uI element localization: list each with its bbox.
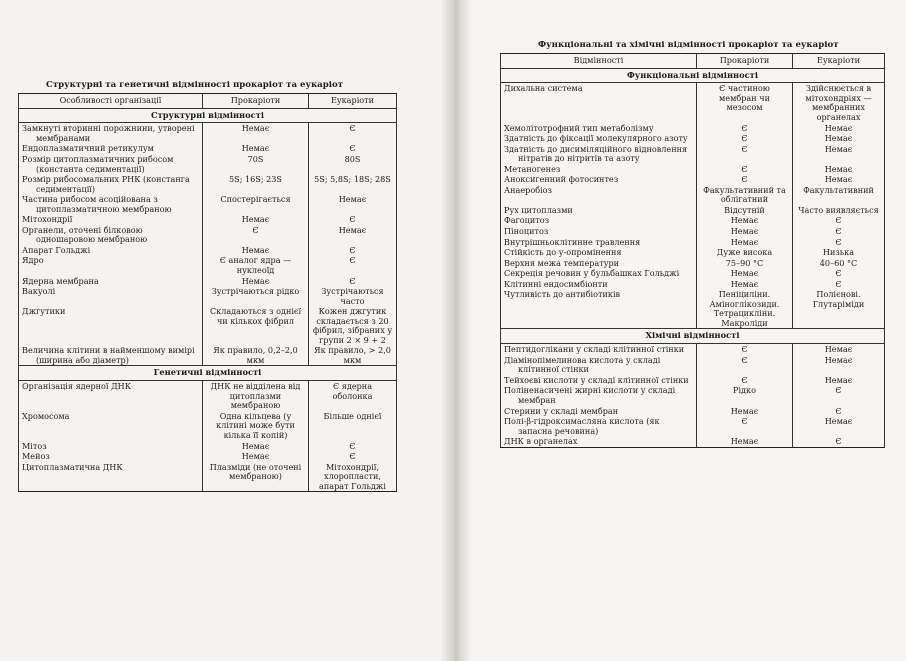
eukaryote-cell: Є (309, 143, 397, 154)
feature-cell (19, 123, 203, 144)
feature-cell (19, 255, 203, 275)
book-gutter (440, 0, 472, 661)
table-row (501, 237, 885, 248)
feature-cell (19, 345, 203, 366)
feature-cell (501, 164, 697, 175)
prokaryote-cell: Немає (203, 441, 309, 452)
eukaryote-cell: Є (309, 214, 397, 225)
table-row (19, 194, 397, 214)
feature-text: Мітоз (22, 440, 47, 451)
section-title: Хімічні відмінності (501, 329, 885, 344)
prokaryote-cell: Зустрічаються рідко (203, 286, 309, 306)
feature-text: Здатність до фіксації молекулярного азоту (504, 133, 688, 144)
col-header-eukaryotes: Еукаріоти (793, 54, 885, 69)
table-row (501, 174, 885, 185)
table-row (501, 289, 885, 329)
eukaryote-cell: Немає (793, 174, 885, 185)
feature-text: ДНК в органелах (504, 436, 578, 447)
section-header (501, 329, 885, 344)
feature-cell (19, 441, 203, 452)
prokaryote-cell: Складаються з однієї чи кількох фібрил (203, 306, 309, 345)
prokaryote-cell: Немає (697, 279, 793, 290)
feature-cell (501, 237, 697, 248)
eukaryote-cell: Є (793, 406, 885, 417)
feature-text: Дихальна система (504, 83, 583, 94)
feature-cell (501, 355, 697, 375)
prokaryote-cell: Немає (203, 451, 309, 462)
prokaryote-cell: Є (697, 174, 793, 185)
prokaryote-cell: Немає (203, 123, 309, 144)
feature-cell (19, 214, 203, 225)
right-comparison-table (500, 53, 885, 448)
prokaryote-cell: Немає (697, 237, 793, 248)
eukaryote-cell: Немає (793, 375, 885, 386)
right-table-caption: Функціональні та хімічні відмінності прокаріот та еукаріот (538, 40, 839, 50)
prokaryote-cell: Немає (697, 226, 793, 237)
section-header (501, 68, 885, 83)
eukaryote-cell: Є (793, 226, 885, 237)
table-row (19, 143, 397, 154)
table-row (501, 416, 885, 436)
feature-text: Стійкість до у-опромінення (504, 247, 622, 258)
table-row (501, 247, 885, 258)
prokaryote-cell: Немає (697, 406, 793, 417)
table-row (501, 268, 885, 279)
feature-text: Метаногенез (504, 163, 561, 174)
feature-text: Полі-β-гідроксимасляна кислота (як запасна речовина) (504, 416, 660, 436)
eukaryote-cell: Є (793, 385, 885, 405)
table-row (501, 164, 885, 175)
feature-cell (19, 286, 203, 306)
prokaryote-cell: Спостерігається (203, 194, 309, 214)
eukaryote-cell: Немає (793, 344, 885, 355)
prokaryote-cell: Немає (697, 268, 793, 279)
feature-cell (501, 133, 697, 144)
table-row (501, 144, 885, 164)
eukaryote-cell: Є ядерна оболонка (309, 381, 397, 411)
eukaryote-cell: Є (309, 255, 397, 275)
feature-text: Організація ядерної ДНК (22, 381, 131, 392)
table-row (19, 411, 397, 441)
feature-cell (501, 185, 697, 205)
feature-text: Рух цитоплазми (504, 204, 573, 215)
feature-cell (501, 247, 697, 258)
prokaryote-cell: Відсутній (697, 205, 793, 216)
eukaryote-cell: Є (309, 451, 397, 462)
feature-text: Внутрішньоклітинне травлення (504, 236, 641, 247)
feature-cell (501, 258, 697, 269)
feature-cell (501, 83, 697, 123)
eukaryote-cell: Є (309, 276, 397, 287)
eukaryote-cell: Мітохондрії, хлоропласти, апарат Гольджі (309, 462, 397, 492)
feature-text: Ядро (22, 255, 44, 266)
table-row (501, 344, 885, 355)
feature-text: Органели, оточені білковою одношаровою мембраною (22, 224, 148, 245)
feature-text: Ендоплазматичний ретикулум (22, 143, 154, 154)
prokaryote-cell: Є (697, 133, 793, 144)
eukaryote-cell: Є (309, 123, 397, 144)
feature-cell (19, 276, 203, 287)
feature-text: Чутливість до антибіотиків (504, 289, 621, 300)
feature-cell (501, 289, 697, 329)
prokaryote-cell: Дуже висока (697, 247, 793, 258)
table-row (19, 345, 397, 366)
prokaryote-cell: Є (697, 144, 793, 164)
feature-text: Анаеробіоз (504, 184, 552, 195)
eukaryote-cell: 80S (309, 154, 397, 174)
eukaryote-cell: Є (793, 268, 885, 279)
eukaryote-cell: Кожен джгутик складається з 20 фібрил, зібраних у групи 2 × 9 + 2 (309, 306, 397, 345)
feature-cell (501, 205, 697, 216)
feature-text: Стерини у складі мембран (504, 405, 619, 416)
eukaryote-cell: Часто виявляється (793, 205, 885, 216)
eukaryote-cell: Зустрічаються часто (309, 286, 397, 306)
eukaryote-cell: Є (793, 279, 885, 290)
feature-text: Фагоцитоз (504, 215, 550, 226)
feature-cell (19, 411, 203, 441)
eukaryote-cell: Є (793, 436, 885, 447)
section-title: Структурні відмінності (19, 108, 397, 123)
eukaryote-cell: Немає (793, 416, 885, 436)
table-row (19, 245, 397, 256)
prokaryote-cell: 75–90 °С (697, 258, 793, 269)
eukaryote-cell: Немає (793, 133, 885, 144)
col-header-prokaryotes: Прокаріоти (203, 94, 309, 109)
prokaryote-cell: Одна кільцева (у клітині може бути кілька її копій) (203, 411, 309, 441)
table-row (19, 174, 397, 194)
eukaryote-cell: Є (793, 237, 885, 248)
feature-text: Здатність до дисиміляційного відновлення нітратів до нітритів та азоту (504, 143, 688, 164)
table-row (19, 154, 397, 174)
eukaryote-cell: Немає (793, 144, 885, 164)
prokaryote-cell: Є (697, 375, 793, 386)
eukaryote-cell: Як правило, > 2,0 мкм (309, 345, 397, 366)
feature-text: Діамінопімелинова кислота у складі клітинної стінки (504, 354, 661, 375)
eukaryote-cell: Немає (793, 164, 885, 175)
prokaryote-cell: ДНК не відділена від цитоплазми мембраною (203, 381, 309, 411)
feature-cell (19, 462, 203, 492)
table-row (19, 276, 397, 287)
eukaryote-cell: Є (793, 215, 885, 226)
prokaryote-cell: 70S (203, 154, 309, 174)
eukaryote-cell: Факультативний (793, 185, 885, 205)
left-table-body (19, 108, 397, 492)
feature-text: Мейоз (22, 451, 50, 462)
table-row (501, 258, 885, 269)
feature-text: Поліненасичені жирні кислоти у складі мембран (504, 385, 676, 405)
feature-cell (501, 215, 697, 226)
eukaryote-cell: Низька (793, 247, 885, 258)
feature-cell (501, 375, 697, 386)
feature-cell (501, 123, 697, 134)
table-row (501, 185, 885, 205)
table-row (19, 381, 397, 411)
prokaryote-cell: Є (697, 355, 793, 375)
feature-text: Верхня межа температури (504, 257, 620, 268)
prokaryote-cell: Рідко (697, 385, 793, 405)
feature-text: Мітохондрії (22, 214, 73, 225)
feature-cell (501, 174, 697, 185)
feature-text: Джгутики (22, 306, 66, 317)
prokaryote-cell: Є (697, 123, 793, 134)
col-header-differences: Відмінності (501, 54, 697, 69)
table-row (19, 462, 397, 492)
prokaryote-cell: Є (203, 225, 309, 245)
feature-text: Цитоплазматична ДНК (22, 461, 123, 472)
feature-text: Величина клітини в найменшому вимірі (ширина або діаметр) (22, 345, 195, 365)
prokaryote-cell: Є частиною мембран чи мезосом (697, 83, 793, 123)
eukaryote-cell: Більше однієї (309, 411, 397, 441)
feature-cell (501, 416, 697, 436)
col-header-features: Особливості організації (19, 94, 203, 109)
table-row (19, 441, 397, 452)
prokaryote-cell: Факультативний та облігатний (697, 185, 793, 205)
feature-cell (19, 451, 203, 462)
feature-text: Замкнуті вторинні порожнини, утворені мембранами (22, 123, 195, 143)
feature-text: Секреція речовин у бульбашках Гольджі (504, 268, 680, 279)
feature-cell (19, 381, 203, 411)
prokaryote-cell: Є (697, 416, 793, 436)
table-row (501, 83, 885, 123)
table-row (19, 225, 397, 245)
feature-cell (501, 385, 697, 405)
table-row (19, 255, 397, 275)
eukaryote-cell: 40–60 °С (793, 258, 885, 269)
eukaryote-cell: Немає (309, 225, 397, 245)
feature-text: Піноцитоз (504, 225, 549, 236)
feature-cell (19, 194, 203, 214)
eukaryote-cell: Є (309, 441, 397, 452)
table-row (501, 215, 885, 226)
section-header (19, 366, 397, 381)
feature-text: Ядерна мембрана (22, 275, 99, 286)
table-row (501, 123, 885, 134)
eukaryote-cell: Здійснюється в мітохондріях — мембранних органелах (793, 83, 885, 123)
eukaryote-cell: Немає (793, 123, 885, 134)
section-title: Функціональні відмінності (501, 68, 885, 83)
prokaryote-cell: 5S; 16S; 23S (203, 174, 309, 194)
feature-cell (19, 245, 203, 256)
table-row (19, 306, 397, 345)
feature-text: Клітинні ендосимбіонти (504, 278, 608, 289)
table-row (501, 436, 885, 447)
feature-cell (19, 306, 203, 345)
prokaryote-cell: Плазміди (не оточені мембраною) (203, 462, 309, 492)
table-row (501, 205, 885, 216)
feature-cell (19, 143, 203, 154)
feature-cell (501, 406, 697, 417)
prokaryote-cell: Немає (203, 245, 309, 256)
eukaryote-cell: Є (309, 245, 397, 256)
col-header-prokaryotes: Прокаріоти (697, 54, 793, 69)
table-row (19, 123, 397, 144)
table-row (19, 214, 397, 225)
feature-cell (501, 344, 697, 355)
feature-text: Апарат Гольджі (22, 244, 91, 255)
feature-text: Вакуолі (22, 286, 56, 297)
prokaryote-cell: Пеніциліни. Аміноглікозиди. Тетрацикліни. Макроліди (697, 289, 793, 329)
feature-text: Аноксигенний фотосинтез (504, 174, 619, 185)
table-row (501, 355, 885, 375)
feature-text: Частина рибосом асоційована з цитоплазматичною мембраною (22, 194, 172, 214)
section-title: Генетичні відмінності (19, 366, 397, 381)
right-table-body (501, 68, 885, 447)
feature-text: Хемолітотрофний тип метаболізму (504, 122, 654, 133)
eukaryote-cell: 5S; 5,8S; 18S; 28S (309, 174, 397, 194)
eukaryote-cell: Полієнові. Глутаріміди (793, 289, 885, 329)
table-row (501, 226, 885, 237)
table-row (501, 375, 885, 386)
feature-text: Розмір цитоплазматичних рибосом (константа седиментації) (22, 153, 174, 174)
feature-text: Розмір рибосомальних РНК (констанга седиментації) (22, 174, 190, 194)
col-header-eukaryotes: Еукаріоти (309, 94, 397, 109)
table-row (501, 133, 885, 144)
eukaryote-cell: Немає (309, 194, 397, 214)
feature-cell (19, 154, 203, 174)
feature-cell (501, 268, 697, 279)
feature-cell (19, 225, 203, 245)
feature-text: Тейхоєві кислоти у складі клітинної стінки (504, 374, 689, 385)
feature-text: Хромосома (22, 410, 70, 421)
feature-cell (501, 226, 697, 237)
prokaryote-cell: Є (697, 344, 793, 355)
feature-cell (19, 174, 203, 194)
prokaryote-cell: Є аналог ядра — нуклеоїд (203, 255, 309, 275)
feature-cell (501, 144, 697, 164)
table-row (501, 385, 885, 405)
table-row (19, 286, 397, 306)
prokaryote-cell: Немає (697, 215, 793, 226)
table-row (501, 279, 885, 290)
prokaryote-cell: Є (697, 164, 793, 175)
prokaryote-cell: Немає (203, 214, 309, 225)
feature-cell (501, 279, 697, 290)
eukaryote-cell: Немає (793, 355, 885, 375)
left-table-caption: Структурні та генетичні відмінності прокаріот та еукаріот (46, 80, 344, 90)
prokaryote-cell: Немає (203, 276, 309, 287)
prokaryote-cell: Немає (203, 143, 309, 154)
prokaryote-cell: Немає (697, 436, 793, 447)
prokaryote-cell: Як правило, 0,2–2,0 мкм (203, 345, 309, 366)
feature-text: Пептидоглікани у складі клітинної стінки (504, 344, 685, 355)
left-comparison-table (18, 93, 397, 492)
feature-cell (501, 436, 697, 447)
table-row (501, 406, 885, 417)
table-row (19, 451, 397, 462)
section-header (19, 108, 397, 123)
